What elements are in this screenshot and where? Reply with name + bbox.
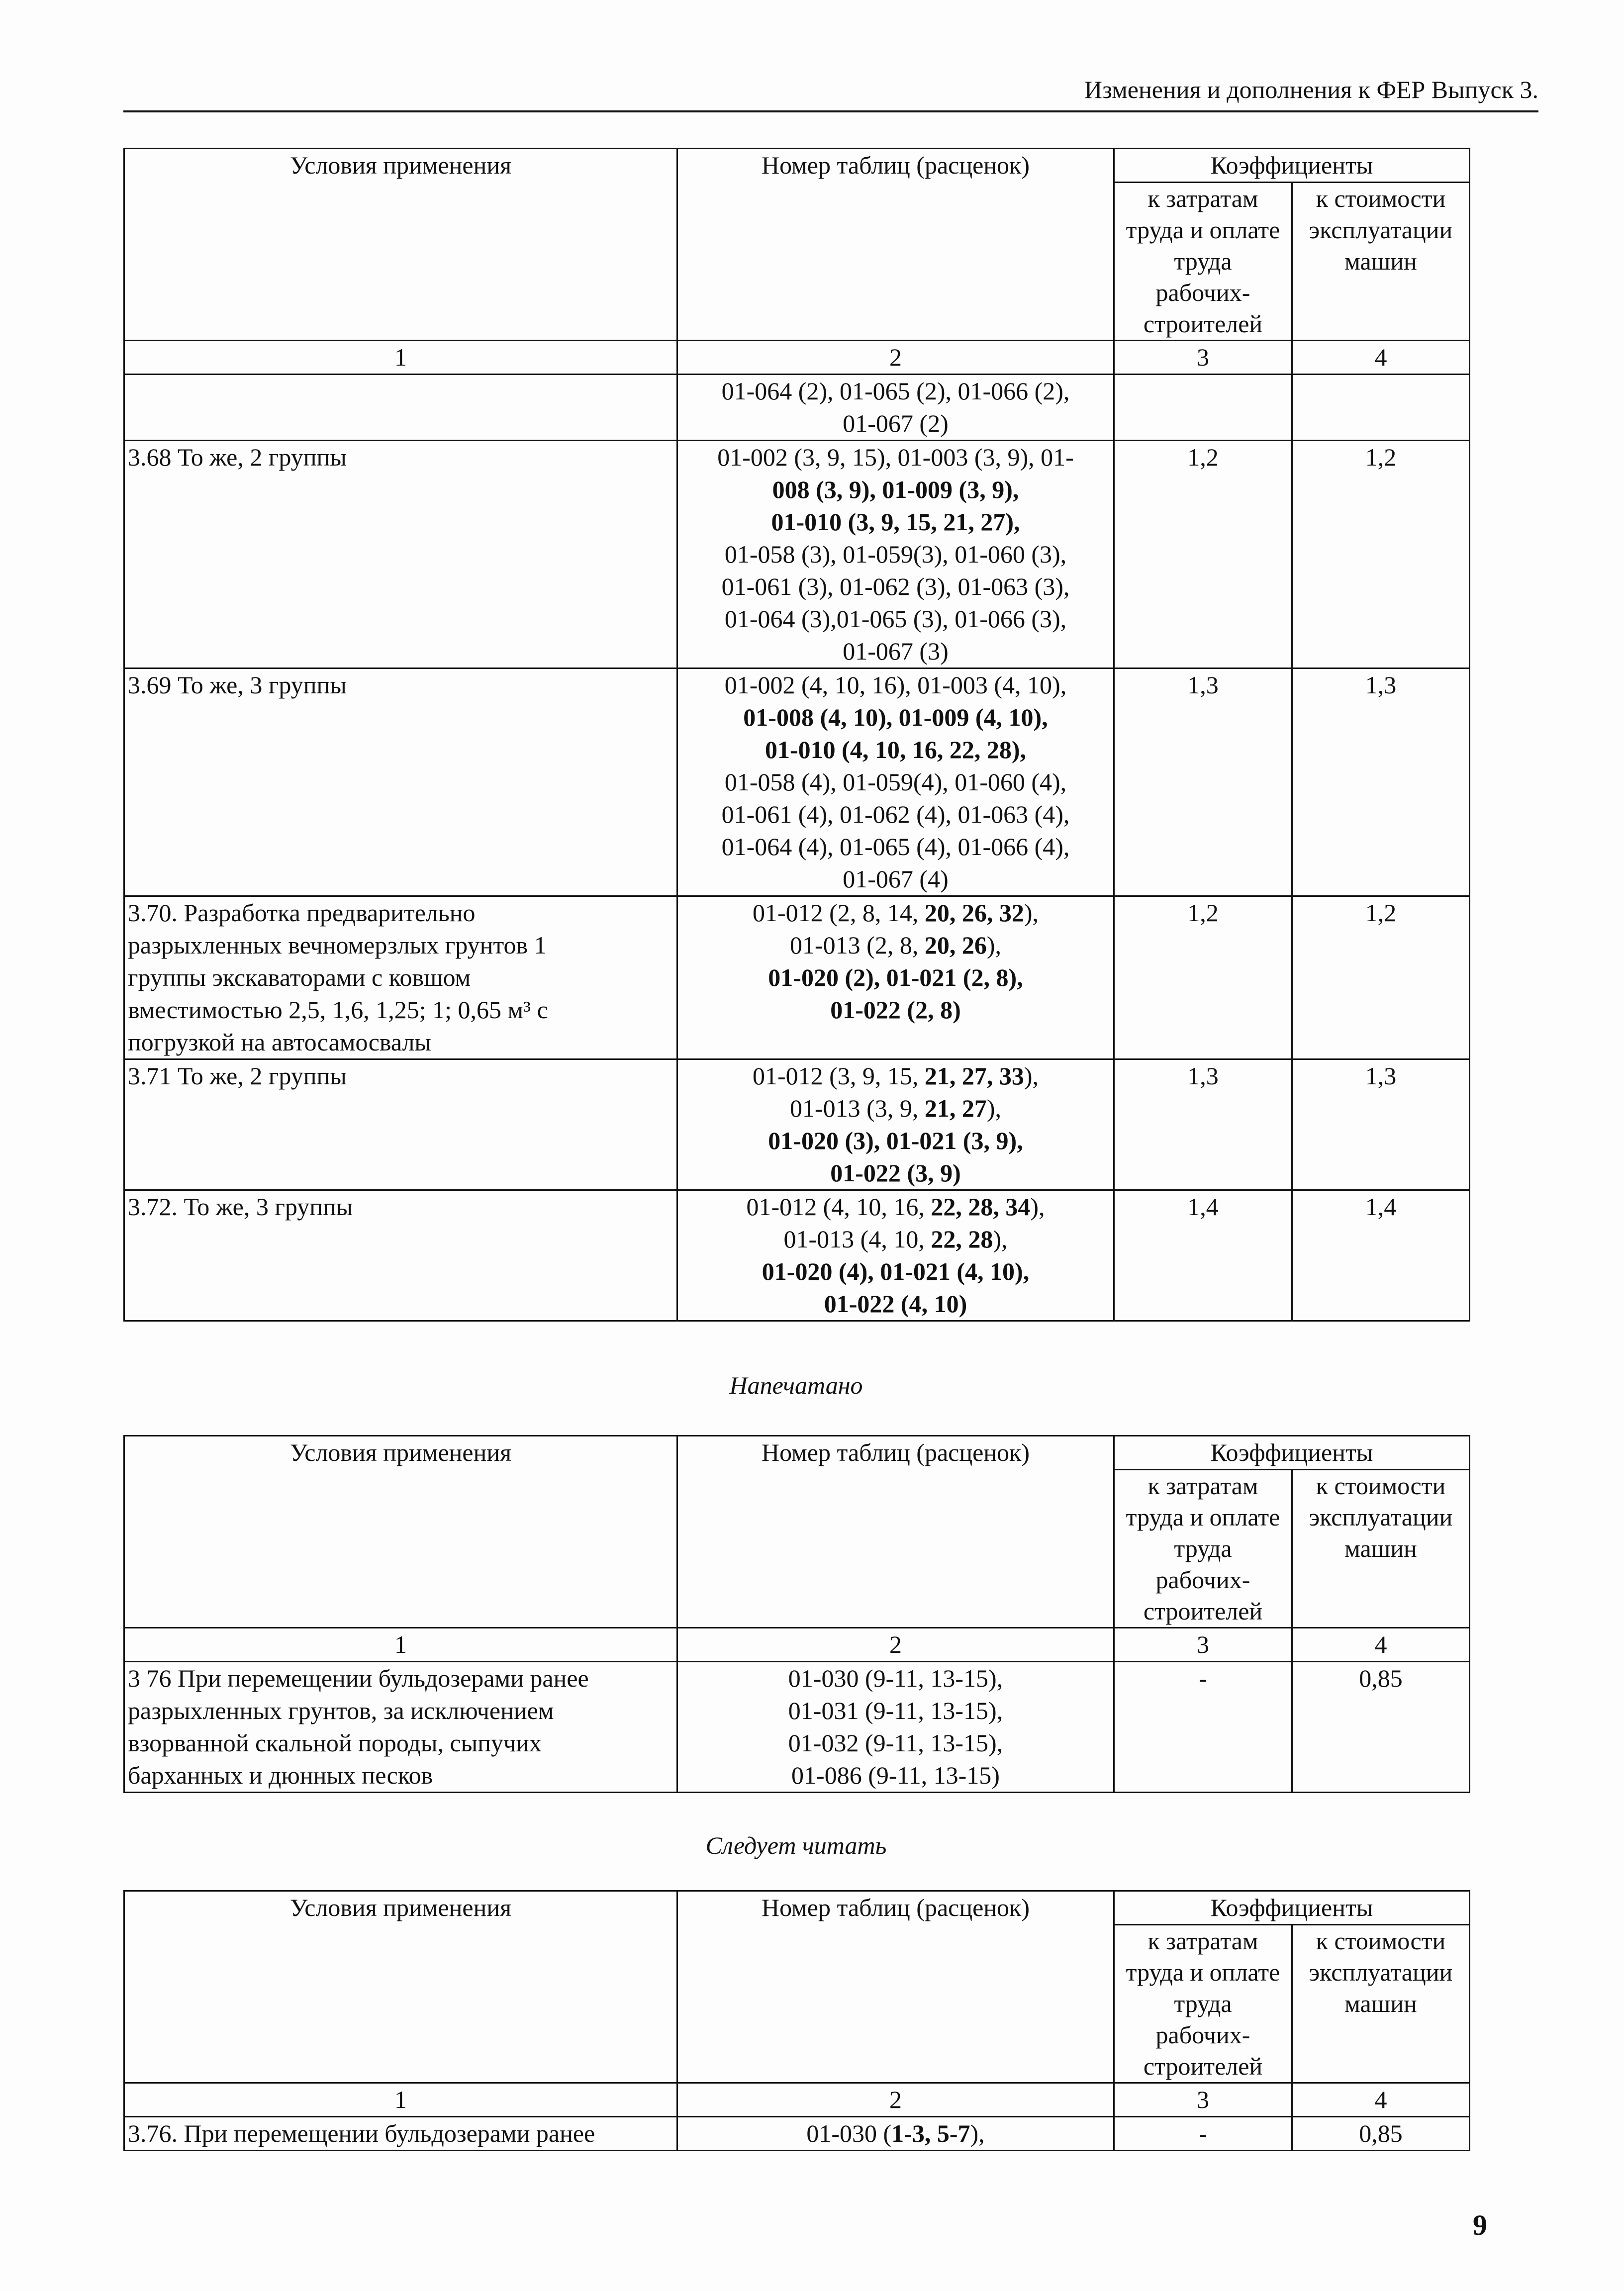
column-number: 2 — [677, 2083, 1114, 2117]
header-machine-line: машин — [1344, 1990, 1417, 2017]
rate-codes-line — [681, 994, 1110, 1026]
rate-codes-line — [681, 1157, 1110, 1189]
machine-coefficient-value: 0,85 — [1292, 1662, 1470, 1793]
rate-codes-text: 01-064 (4), 01-065 (4), 01-066 (4), — [721, 833, 1070, 860]
amendments-table — [123, 148, 1470, 1322]
header-labor-line: рабочих- — [1155, 2021, 1250, 2049]
rate-codes-line — [681, 1727, 1110, 1759]
labor-coefficient-value: 1,3 — [1114, 668, 1292, 896]
rate-codes-text: 01-030 (9-11, 13-15), — [788, 1664, 1003, 1692]
table-row — [124, 1662, 1470, 1793]
rate-codes-line — [681, 929, 1110, 961]
header-machine-line: машин — [1344, 1534, 1417, 1562]
column-number: 4 — [1292, 341, 1470, 375]
rate-codes-line — [681, 441, 1110, 474]
header-labor-line: рабочих- — [1155, 1566, 1250, 1594]
rate-codes-cell — [677, 1059, 1114, 1190]
header-labor-line: труда — [1174, 1990, 1232, 2017]
rate-codes-line — [681, 407, 1110, 440]
header-labor-line: труда — [1174, 247, 1232, 275]
header-labor-line: строителей — [1143, 1597, 1263, 1625]
rate-codes-line — [681, 1759, 1110, 1792]
rate-codes-text: 01-032 (9-11, 13-15), — [788, 1729, 1003, 1757]
rate-codes-line — [681, 766, 1110, 798]
rate-codes-line — [681, 897, 1110, 929]
table-row — [124, 2117, 1470, 2151]
rate-codes-line — [681, 701, 1110, 734]
column-number: 2 — [677, 341, 1114, 375]
rate-codes-line — [681, 734, 1110, 766]
rate-codes-text: ), — [986, 931, 1001, 959]
rate-codes-bold: 01-022 (3, 9) — [830, 1159, 961, 1187]
condition-cell — [124, 441, 677, 668]
rate-codes-cell — [677, 375, 1114, 441]
table-row — [124, 896, 1470, 1059]
table-row — [124, 1190, 1470, 1321]
labor-coefficient-value: 1,2 — [1114, 896, 1292, 1059]
rate-codes-text: 01-013 (3, 9, — [790, 1094, 925, 1122]
rate-codes-bold: 01-020 (2), 01-021 (2, 8), — [768, 963, 1023, 991]
header-labor-line: строителей — [1143, 2052, 1263, 2080]
rate-codes-text: 01-067 (2) — [843, 409, 949, 437]
rate-codes-line — [681, 1288, 1110, 1320]
rate-codes-text: 01-058 (3), 01-059(3), 01-060 (3), — [724, 540, 1067, 568]
rate-codes-bold: 21, 27, 33 — [924, 1062, 1024, 1090]
header-conditions: Условия применения — [124, 1891, 677, 2083]
header-labor-line: к затратам — [1147, 185, 1258, 212]
rate-codes-text: 01-031 (9-11, 13-15), — [788, 1697, 1003, 1724]
header-machine-coefficient — [1292, 1925, 1470, 2083]
header-coefficients: Коэффициенты — [1114, 149, 1470, 183]
rate-codes-text: ), — [986, 1094, 1001, 1122]
condition-cell — [124, 1190, 677, 1321]
header-table-numbers: Номер таблиц (расценок) — [677, 149, 1114, 341]
machine-coefficient-value: 1,4 — [1292, 1190, 1470, 1321]
rate-codes-text: 01-086 (9-11, 13-15) — [791, 1761, 1000, 1789]
column-number: 1 — [124, 2083, 677, 2117]
header-machine-line: к стоимости — [1316, 1927, 1446, 1955]
condition-line: 3.72. То же, 3 группы — [128, 1193, 353, 1221]
header-row — [124, 1891, 1470, 1925]
rate-codes-bold: 01-020 (3), 01-021 (3, 9), — [768, 1127, 1023, 1154]
rate-codes-text: 01-012 (3, 9, 15, — [753, 1062, 925, 1090]
condition-cell — [124, 668, 677, 896]
printed-version-table — [123, 1435, 1470, 1793]
rate-codes-bold: 01-010 (4, 10, 16, 22, 28), — [765, 736, 1026, 764]
header-labor-line: строителей — [1143, 310, 1263, 338]
condition-cell — [124, 2117, 677, 2151]
labor-coefficient-value: - — [1114, 2117, 1292, 2151]
rate-codes-cell — [677, 1190, 1114, 1321]
condition-line: 3.70. Разработка предварительно — [128, 899, 476, 927]
rate-codes-bold: 20, 26, 32 — [924, 899, 1024, 927]
table-row — [124, 441, 1470, 668]
header-labor-line: к затратам — [1147, 1927, 1258, 1955]
rate-codes-text: 01-002 (3, 9, 15), 01-003 (3, 9), 01- — [717, 443, 1074, 471]
labor-coefficient-value: - — [1114, 1662, 1292, 1793]
column-number: 4 — [1292, 2083, 1470, 2117]
rate-codes-line — [681, 669, 1110, 701]
labor-coefficient-value: 1,4 — [1114, 1190, 1292, 1321]
rate-codes-bold: 01-022 (4, 10) — [824, 1290, 967, 1318]
rate-codes-line — [681, 831, 1110, 863]
machine-coefficient-value: 1,3 — [1292, 1059, 1470, 1190]
header-machine-coefficient — [1292, 1470, 1470, 1628]
header-labor-line: труда и оплате — [1126, 216, 1280, 244]
rate-codes-bold: 008 (3, 9), 01-009 (3, 9), — [772, 476, 1019, 503]
column-number: 3 — [1114, 1628, 1292, 1662]
rate-codes-line — [681, 538, 1110, 571]
condition-line: погрузкой на автосамосвалы — [128, 1028, 432, 1056]
rate-codes-cell — [677, 1662, 1114, 1793]
page-number: 9 — [1473, 2209, 1487, 2241]
header-rule — [123, 110, 1538, 112]
rate-codes-text: 01-067 (4) — [843, 865, 949, 893]
condition-cell — [124, 1059, 677, 1190]
condition-cell — [124, 896, 677, 1059]
rate-codes-bold: 21, 27 — [924, 1094, 987, 1122]
condition-line: разрыхленных грунтов, за исключением — [128, 1697, 554, 1724]
rate-codes-text: 01-030 ( — [806, 2119, 892, 2147]
condition-line: взорванной скальной породы, сыпучих — [128, 1729, 542, 1757]
rate-codes-text: 01-061 (3), 01-062 (3), 01-063 (3), — [721, 573, 1070, 600]
rate-codes-text: 01-064 (3),01-065 (3), 01-066 (3), — [724, 605, 1067, 633]
machine-coefficient-value — [1292, 375, 1470, 441]
rate-codes-text: 01-012 (2, 8, 14, — [753, 899, 925, 927]
running-header: Изменения и дополнения к ФЕР Выпуск 3. — [1084, 76, 1538, 103]
column-number: 1 — [124, 341, 677, 375]
condition-line: разрыхленных вечномерзлых грунтов 1 — [128, 931, 547, 959]
rate-codes-text: ), — [1024, 1062, 1039, 1090]
column-number: 1 — [124, 1628, 677, 1662]
rate-codes-bold: 01-022 (2, 8) — [830, 996, 961, 1024]
header-table-numbers: Номер таблиц (расценок) — [677, 1436, 1114, 1628]
condition-line: 3.68 То же, 2 группы — [128, 443, 347, 471]
header-conditions: Условия применения — [124, 1436, 677, 1628]
header-machine-line: эксплуатации — [1309, 216, 1453, 244]
rate-codes-text: 01-058 (4), 01-059(4), 01-060 (4), — [724, 768, 1067, 796]
rate-codes-line — [681, 571, 1110, 603]
rate-codes-text: 01-013 (2, 8, — [790, 931, 925, 959]
header-machine-line: машин — [1344, 247, 1417, 275]
rate-codes-line — [681, 474, 1110, 506]
column-number-row — [124, 341, 1470, 375]
rate-codes-bold: 22, 28, 34 — [931, 1193, 1031, 1221]
condition-line: 3.76. При перемещении бульдозерами ранее — [128, 2119, 595, 2147]
header-machine-coefficient — [1292, 183, 1470, 341]
rate-codes-cell — [677, 896, 1114, 1059]
header-labor-coefficient — [1114, 1470, 1292, 1628]
header-labor-coefficient — [1114, 183, 1292, 341]
column-number-row — [124, 2083, 1470, 2117]
header-row — [124, 1436, 1470, 1470]
caption-should-read: Следует читать — [705, 1831, 887, 1859]
rate-codes-line — [681, 1223, 1110, 1255]
rate-codes-bold: 22, 28 — [931, 1225, 993, 1253]
rate-codes-line — [681, 635, 1110, 668]
header-labor-line: к затратам — [1147, 1472, 1258, 1500]
rate-codes-text: 01-064 (2), 01-065 (2), 01-066 (2), — [721, 377, 1070, 405]
rate-codes-text: ), — [970, 2119, 985, 2147]
header-labor-line: труда и оплате — [1126, 1958, 1280, 1986]
rate-codes-line — [681, 1125, 1110, 1157]
rate-codes-text: 01-067 (3) — [843, 637, 949, 665]
condition-line: 3.69 То же, 3 группы — [128, 671, 347, 699]
column-number-row — [124, 1628, 1470, 1662]
condition-line: барханных и дюнных песков — [128, 1761, 433, 1789]
header-coefficients: Коэффициенты — [1114, 1436, 1470, 1470]
rate-codes-line — [681, 1092, 1110, 1125]
condition-line: вместимостью 2,5, 1,6, 1,25; 1; 0,65 м³ с — [128, 996, 548, 1024]
column-number: 3 — [1114, 2083, 1292, 2117]
condition-cell — [124, 375, 677, 441]
labor-coefficient-value: 1,3 — [1114, 1059, 1292, 1190]
header-table-numbers: Номер таблиц (расценок) — [677, 1891, 1114, 2083]
column-number: 4 — [1292, 1628, 1470, 1662]
condition-line: 3.71 То же, 2 группы — [128, 1062, 347, 1090]
rate-codes-line — [681, 798, 1110, 831]
rate-codes-cell — [677, 441, 1114, 668]
condition-line: 3 76 При перемещении бульдозерами ранее — [128, 1664, 589, 1692]
rate-codes-cell — [677, 668, 1114, 896]
rate-codes-text: ), — [1024, 899, 1039, 927]
rate-codes-text: 01-012 (4, 10, 16, — [746, 1193, 931, 1221]
header-labor-coefficient — [1114, 1925, 1292, 2083]
condition-line: группы экскаваторами с ковшом — [128, 963, 471, 991]
rate-codes-line — [681, 961, 1110, 994]
caption-printed: Напечатано — [729, 1371, 863, 1399]
table-row — [124, 1059, 1470, 1190]
rate-codes-line — [681, 506, 1110, 538]
rate-codes-line — [681, 1060, 1110, 1092]
table-row — [124, 668, 1470, 896]
header-machine-line: эксплуатации — [1309, 1958, 1453, 1986]
header-labor-line: труда и оплате — [1126, 1503, 1280, 1531]
rate-codes-line — [681, 863, 1110, 895]
rate-codes-text: ), — [993, 1225, 1008, 1253]
header-row — [124, 149, 1470, 183]
corrected-version-table — [123, 1890, 1470, 2151]
rate-codes-bold: 01-020 (4), 01-021 (4, 10), — [762, 1257, 1030, 1285]
rate-codes-text: ), — [1030, 1193, 1045, 1221]
rate-codes-text: 01-013 (4, 10, — [783, 1225, 931, 1253]
rate-codes-cell — [677, 2117, 1114, 2151]
rate-codes-line — [681, 1662, 1110, 1695]
header-labor-line: рабочих- — [1155, 279, 1250, 306]
rate-codes-line — [681, 603, 1110, 635]
condition-cell — [124, 1662, 677, 1793]
labor-coefficient-value: 1,2 — [1114, 441, 1292, 668]
machine-coefficient-value: 0,85 — [1292, 2117, 1470, 2151]
rate-codes-line — [681, 1191, 1110, 1223]
rate-codes-line — [681, 1695, 1110, 1727]
labor-coefficient-value — [1114, 375, 1292, 441]
rate-codes-bold: 1-3, 5-7 — [891, 2119, 970, 2147]
machine-coefficient-value: 1,3 — [1292, 668, 1470, 896]
header-conditions: Условия применения — [124, 149, 677, 341]
rate-codes-line — [681, 1255, 1110, 1288]
column-number: 2 — [677, 1628, 1114, 1662]
header-machine-line: к стоимости — [1316, 1472, 1446, 1500]
header-machine-line: к стоимости — [1316, 185, 1446, 212]
machine-coefficient-value: 1,2 — [1292, 896, 1470, 1059]
rate-codes-bold: 01-008 (4, 10), 01-009 (4, 10), — [743, 703, 1048, 731]
header-labor-line: труда — [1174, 1534, 1232, 1562]
header-coefficients: Коэффициенты — [1114, 1891, 1470, 1925]
table-row — [124, 375, 1470, 441]
rate-codes-text: 01-061 (4), 01-062 (4), 01-063 (4), — [721, 800, 1070, 828]
header-machine-line: эксплуатации — [1309, 1503, 1453, 1531]
rate-codes-text: 01-002 (4, 10, 16), 01-003 (4, 10), — [724, 671, 1067, 699]
column-number: 3 — [1114, 341, 1292, 375]
machine-coefficient-value: 1,2 — [1292, 441, 1470, 668]
rate-codes-line — [681, 2117, 1110, 2150]
rate-codes-bold: 20, 26 — [924, 931, 987, 959]
rate-codes-bold: 01-010 (3, 9, 15, 21, 27), — [771, 508, 1020, 536]
rate-codes-line — [681, 375, 1110, 407]
